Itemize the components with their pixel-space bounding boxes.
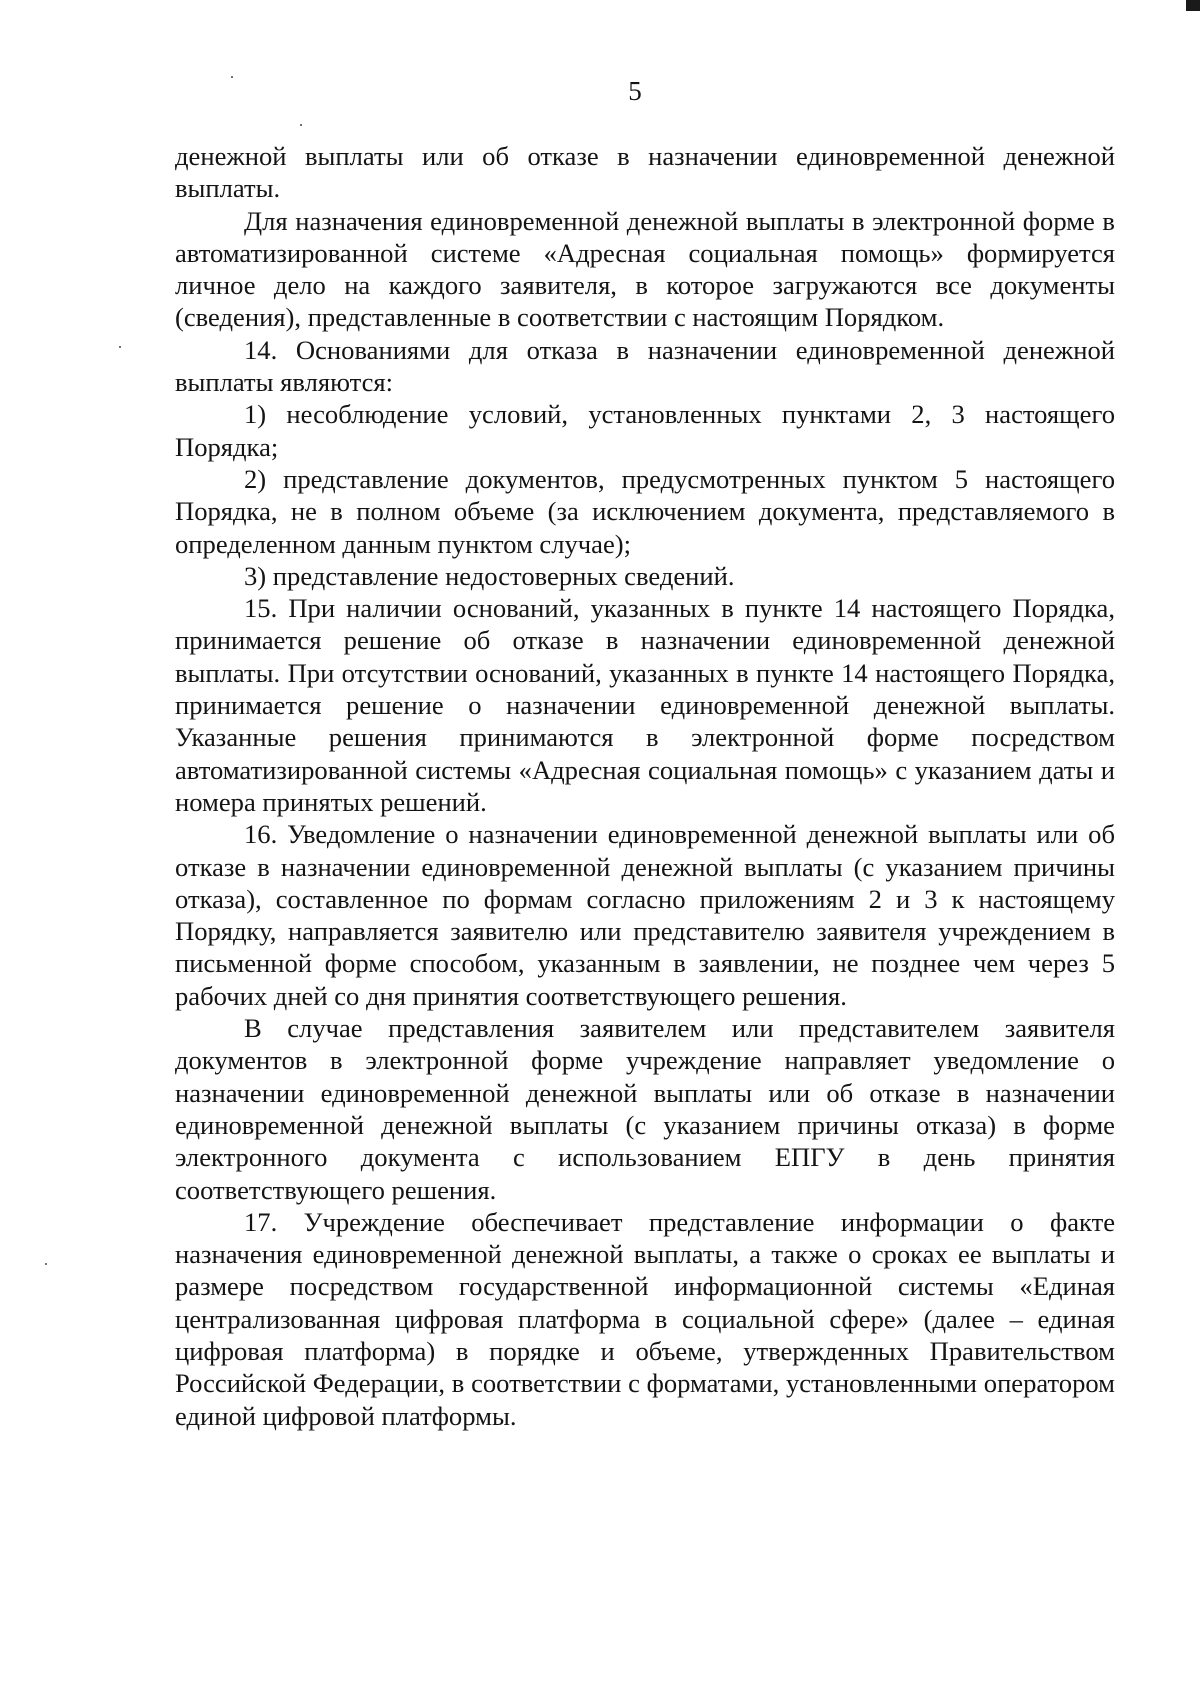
paragraph: денежной выплаты или об отказе в назначении единовременной денежной выплаты. [175, 141, 1115, 204]
scan-speck [300, 124, 302, 126]
scan-speck [119, 346, 121, 348]
paragraph: Для назначения единовременной денежной выплаты в электронной форме в автоматизированной системе «Адресная социальная помощь» формируется личное дело на каждого заявителя, в которое загружаются все документы (сведения), представленные в соответствии с настоящим Порядком. [175, 205, 1115, 333]
page-number: 5 [628, 76, 642, 106]
paragraph: В случае представления заявителем или представителем заявителя документов в электронной форме учреждение направляет уведомление о назначении единовременной денежной выплаты или об отказе в назначении единовременной денежной выплаты (с указанием причины отказа) в форме электронного документа с использованием ЕПГУ в день принятия соответствующего решения. [175, 1013, 1115, 1205]
scan-edge-mark [1186, 0, 1200, 11]
paragraph-clause-16: 16. Уведомление о назначении единовременной денежной выплаты или об отказе в назначении единовременной денежной выплаты (с указанием причины отказа), составленное по формам согласно приложениям 2 и 3 к настоящему Порядку, направляется заявителю или представителю заявителя учреждением в письменной форме способом, указанным в заявлении, не позднее чем через 5 рабочих дней со дня принятия соответствующего решения. [175, 819, 1115, 1011]
paragraph-clause-15: 15. При наличии оснований, указанных в пункте 14 настоящего Порядка, принимается решение об отказе в назначении единовременной денежной выплаты. При отсутствии оснований, указанных в пункте 14 настоящего Порядка, принимается решение о назначении единовременной денежной выплаты. Указанные решения принимаются в электронной форме посредством автоматизированной системы «Адресная социальная помощь» с указанием даты и номера принятых решений. [175, 593, 1115, 817]
paragraph-clause-17: 17. Учреждение обеспечивает представление информации о факте назначения единовременной денежной выплаты, а также о сроках ее выплаты и размере посредством государственной информационной системы «Единая централизованная цифровая платформа в социальной сфере» (далее – единая цифровая платформа) в порядке и объеме, утвержденных Правительством Российской Федерации, в соответствии с форматами, установленными оператором единой цифровой платформы. [175, 1206, 1115, 1431]
document-body [175, 140, 1115, 1432]
list-item: 1) несоблюдение условий, установленных пунктами 2, 3 настоящего Порядка; [175, 399, 1115, 462]
scan-speck [45, 1263, 47, 1265]
list-item: 3) представление недостоверных сведений. [244, 560, 735, 591]
list-item: 2) представление документов, предусмотренных пунктом 5 настоящего Порядка, не в полном объеме (за исключением документа, представляемого в определенном данным пунктом случае); [175, 463, 1115, 559]
paragraph-clause-14: 14. Основаниями для отказа в назначении единовременной денежной выплаты являются: [175, 334, 1115, 398]
